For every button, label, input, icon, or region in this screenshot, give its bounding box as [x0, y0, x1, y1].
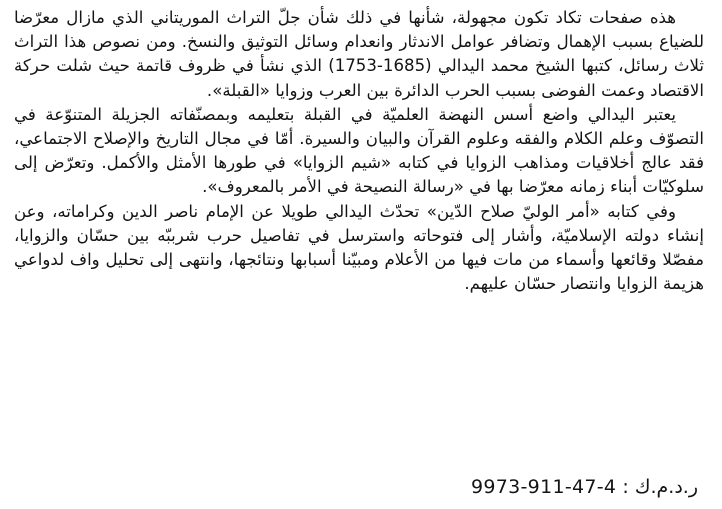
description-text: [14, 6, 704, 296]
isbn-number: 9973-911-47-4: [470, 476, 617, 498]
isbn-label: ر.د.م.ك :: [622, 476, 698, 498]
isbn-line: [471, 475, 698, 499]
paragraph-intro: هذه صفحات تكاد تكون مجهولة، شأنها في ذلك شأن جلّ التراث الموريتاني الذي مازال معرّضا للضياع بسبب الإهمال وتضافر عوامل الاندثار وانعدام وسائل التوثيق والنسخ. ومن نصوص هذا التراث ثلاث رسائل، كتبها الشيخ محمد اليدالي (1685-1753) الذي نشأ في ظروف قاتمة حيث شلت حركة الاقتصاد وعمت الفوضى بسبب الحرب الدائرة بين العرب وزوايا «القبلة».: [14, 8, 704, 100]
paragraph-book-summary: وفي كتابه «أمر الوليّ صلاح الدّين» تحدّث اليدالي طويلا عن الإمام ناصر الدين وكراماته، وعن إنشاء دولته الإسلاميّة، وأشار إلى فتوحاته واسترسل في تفاصيل حرب شرببّه بين حسّان والزوايا، مفصّلا وقائعها وأسماء من مات فيها من الأعلام ومبيّنا أسبابها ونتائجها، وانتهى إلى تحليل واف لدواعي هزيمة الزوايا وانتصار حسّان عليهم.: [14, 201, 704, 294]
paragraph-works: يعتبر اليدالي واضع أسس النهضة العلميّة في القبلة بتعليمه وبمصنّفاته الجزيلة المتنوّعة في التصوّف وعلم الكلام والفقه وعلوم القرآن والبيان والسيرة. أمّا في مجال التاريخ والإصلاح الاجتماعي، فقد عالج أخلاقيات ومذاهب الزوايا في كتابه «شيم الزوايا» في طورها الأمثل والأكمل. وتعرّض إلى سلوكيّات أبناء زمانه معرّضا بها في «رسالة النصيحة في الأمر بالمعروف».: [14, 104, 704, 197]
